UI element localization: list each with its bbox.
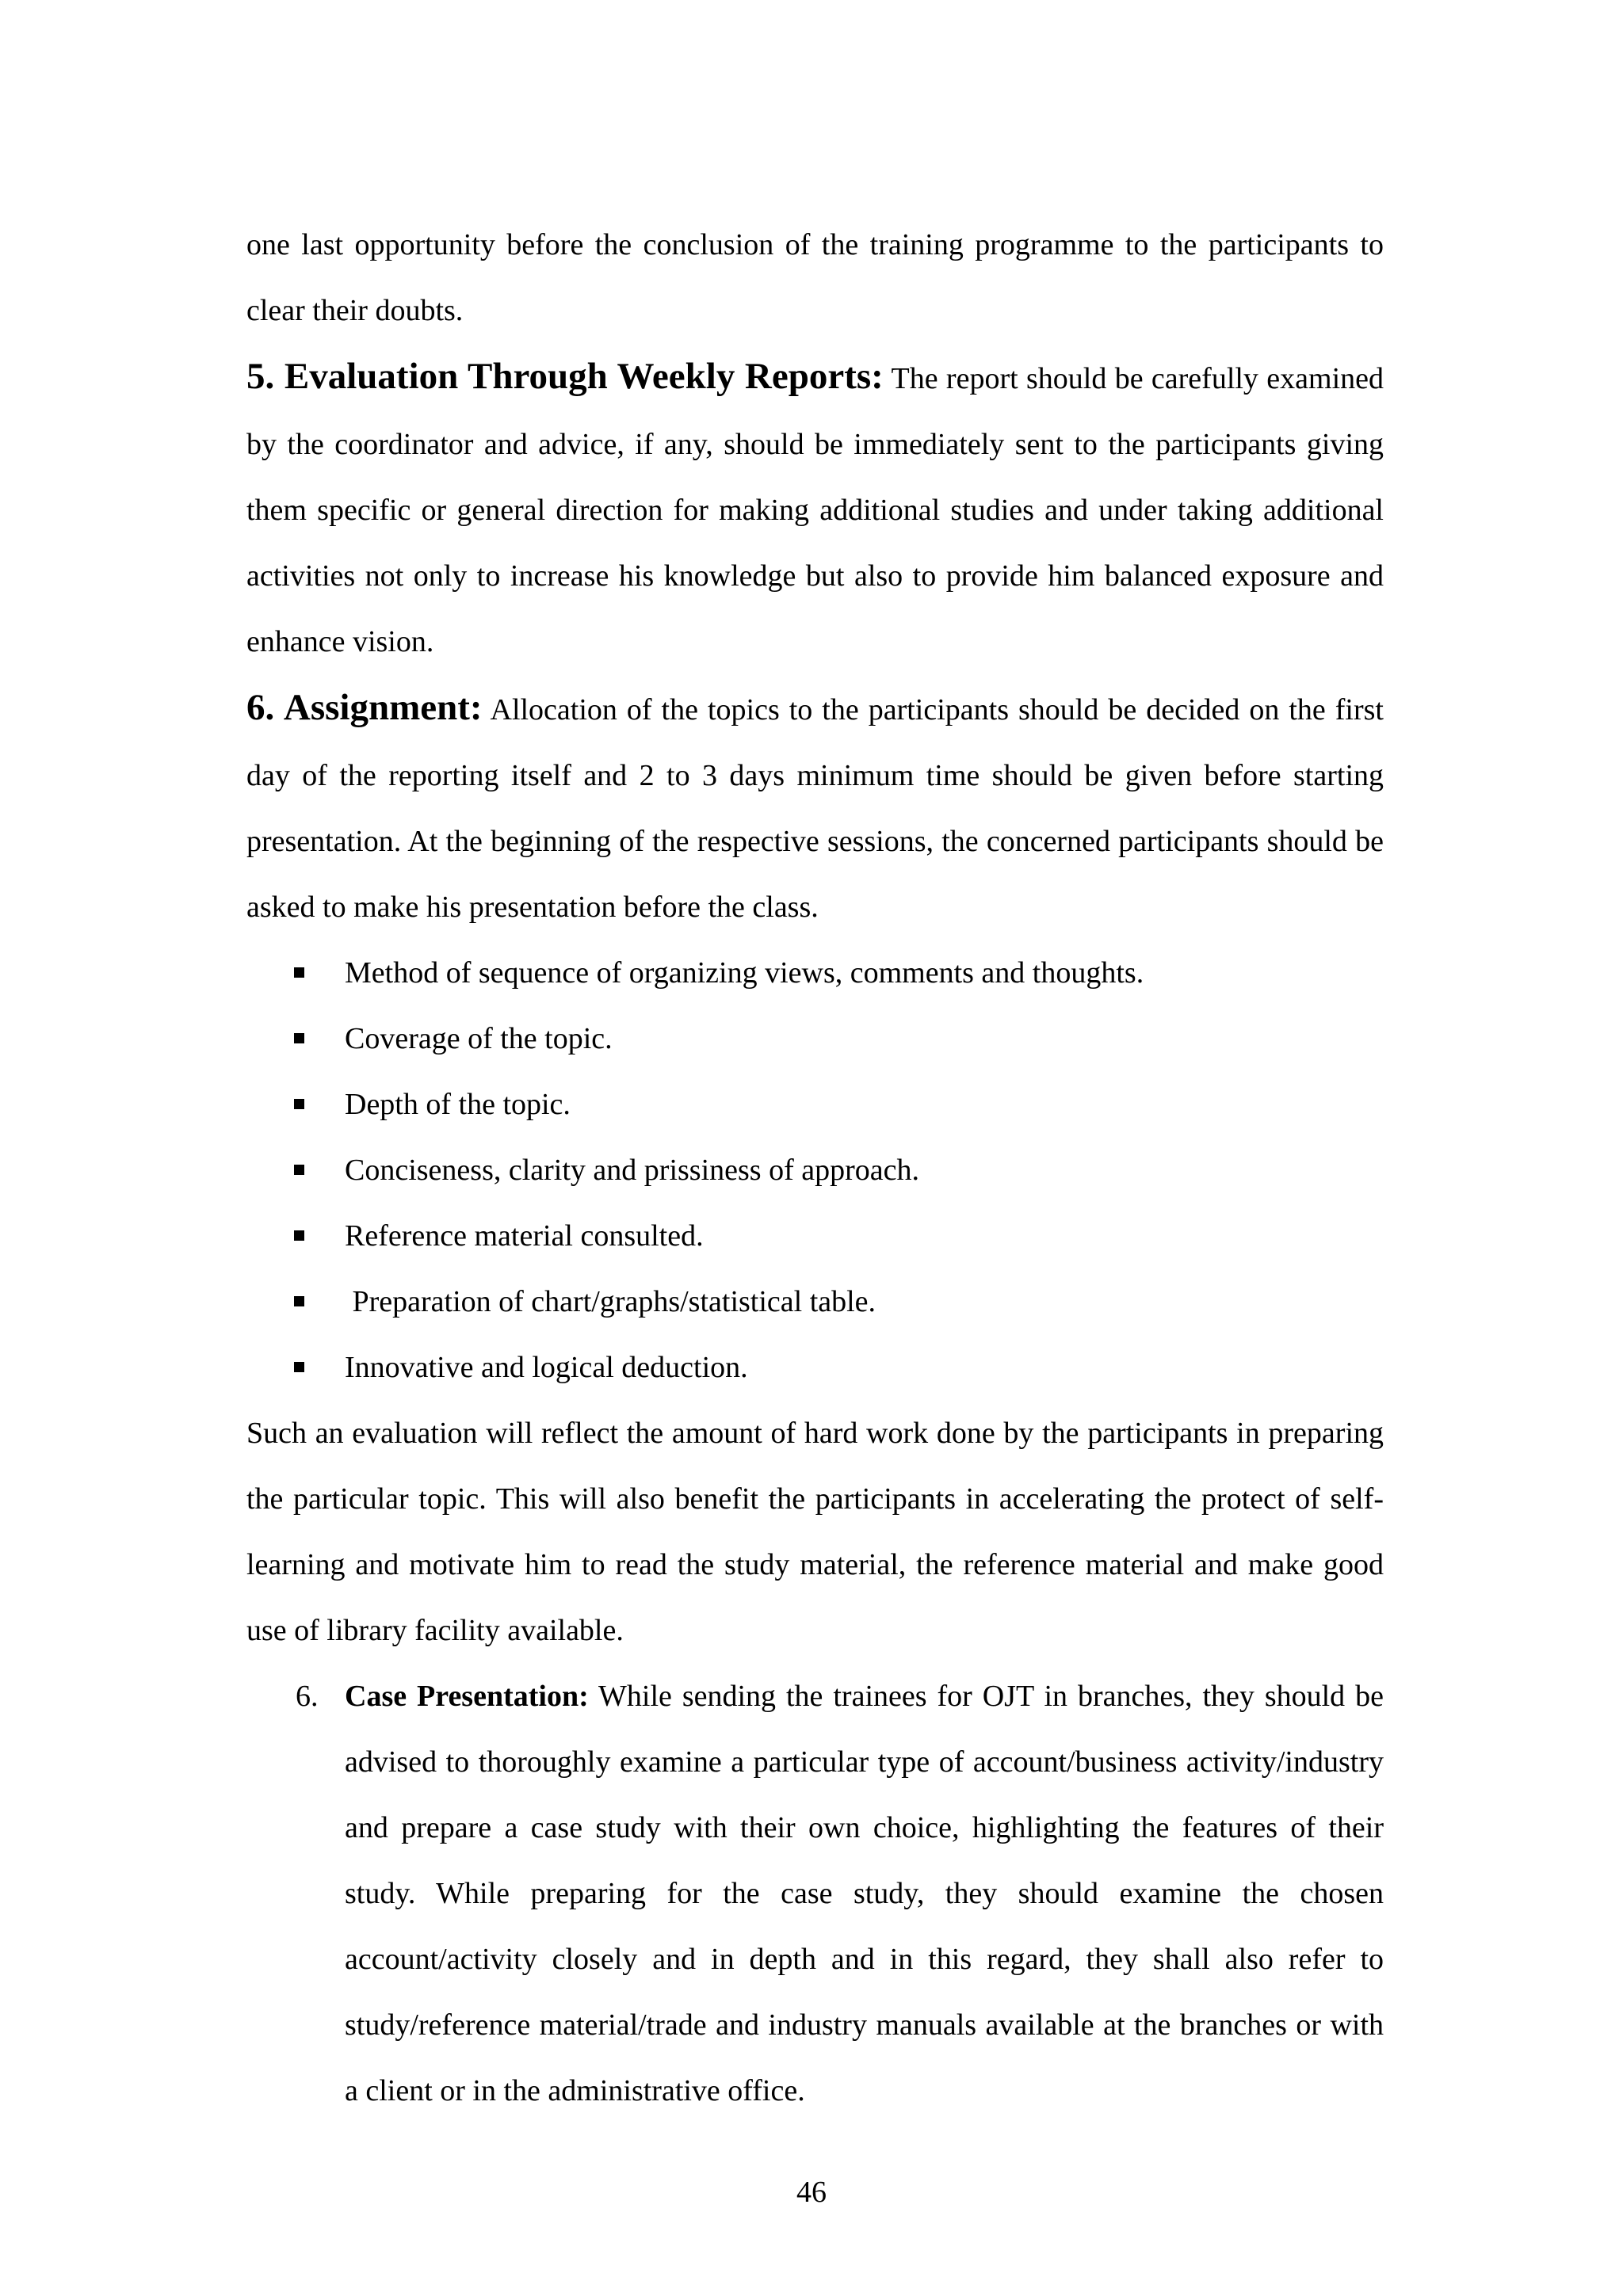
list-item [345, 1269, 1384, 1335]
evaluation-text: Such an evaluation will reflect the amount of hard work done by the participants in preparing the particular topic. This will also benefit the participants in accelerating the protect of self-learning and motivate him to read the study material, the reference material and make good use of library facility available. [246, 1417, 1384, 1647]
list-item [345, 940, 1384, 1006]
section-6-paragraph [246, 675, 1384, 940]
list-item-text: Reference material consulted. [345, 1219, 704, 1253]
section-5-heading: 5. Evaluation Through Weekly Reports: [246, 356, 884, 397]
list-item-text: Innovative and logical deduction. [345, 1351, 748, 1384]
case-presentation-paragraph [345, 1664, 1384, 2124]
evaluation-paragraph [246, 1401, 1384, 1664]
case-presentation-label: Case Presentation: [345, 1680, 589, 1713]
square-bullet-icon [294, 1165, 304, 1175]
section-6-heading: 6. Assignment: [246, 687, 483, 728]
intro-paragraph [246, 212, 1384, 344]
square-bullet-icon [294, 1230, 304, 1241]
document-page [246, 212, 1384, 2124]
list-item-text: Preparation of chart/graphs/statistical table. [345, 1285, 876, 1318]
case-presentation-body: While sending the trainees for OJT in branches, they should be advised to thoroughly examine a particular type of account/business activity/industry and prepare a case study with their own choice, highlighting the features of their study. While preparing for the case study, they should examine the chosen account/activity closely and in depth and in this regard, they shall also refer to study/reference material/trade and industry manuals available at the branches or with a client or in the administrative office. [345, 1680, 1384, 2107]
list-item [345, 1138, 1384, 1203]
square-bullet-icon [294, 967, 304, 978]
section-5-paragraph [246, 344, 1384, 675]
square-bullet-icon [294, 1296, 304, 1306]
square-bullet-icon [294, 1033, 304, 1043]
list-item [345, 1335, 1384, 1401]
criteria-list [246, 940, 1384, 1401]
section-5-body: The report should be carefully examined by the coordinator and advice, if any, should be immediately sent to the participants giving them specific or general direction for making additional studies and under taking additional activities not only to increase his knowledge but also to provide him balanced exposure and enhance vision. [246, 362, 1384, 658]
case-presentation-item [246, 1664, 1384, 2124]
list-item [345, 1203, 1384, 1269]
list-item-text: Conciseness, clarity and prissiness of approach. [345, 1154, 919, 1187]
page-number: 46 [796, 2176, 827, 2209]
square-bullet-icon [294, 1099, 304, 1109]
section-6-body: Allocation of the topics to the participants should be decided on the first day of the reporting itself and 2 to 3 days minimum time should be given before starting presentation. At the beginning of the respective sessions, the concerned participants should be asked to make his presentation before the class. [246, 693, 1384, 924]
list-item [345, 1072, 1384, 1138]
list-item-text: Depth of the topic. [345, 1088, 571, 1121]
list-item-text: Coverage of the topic. [345, 1022, 613, 1055]
list-item-text: Method of sequence of organizing views, comments and thoughts. [345, 956, 1144, 990]
case-presentation-number: 6. [296, 1680, 319, 1713]
intro-text: one last opportunity before the conclusion of the training programme to the participants to clear their doubts. [246, 228, 1384, 327]
list-item [345, 1006, 1384, 1072]
square-bullet-icon [294, 1362, 304, 1372]
